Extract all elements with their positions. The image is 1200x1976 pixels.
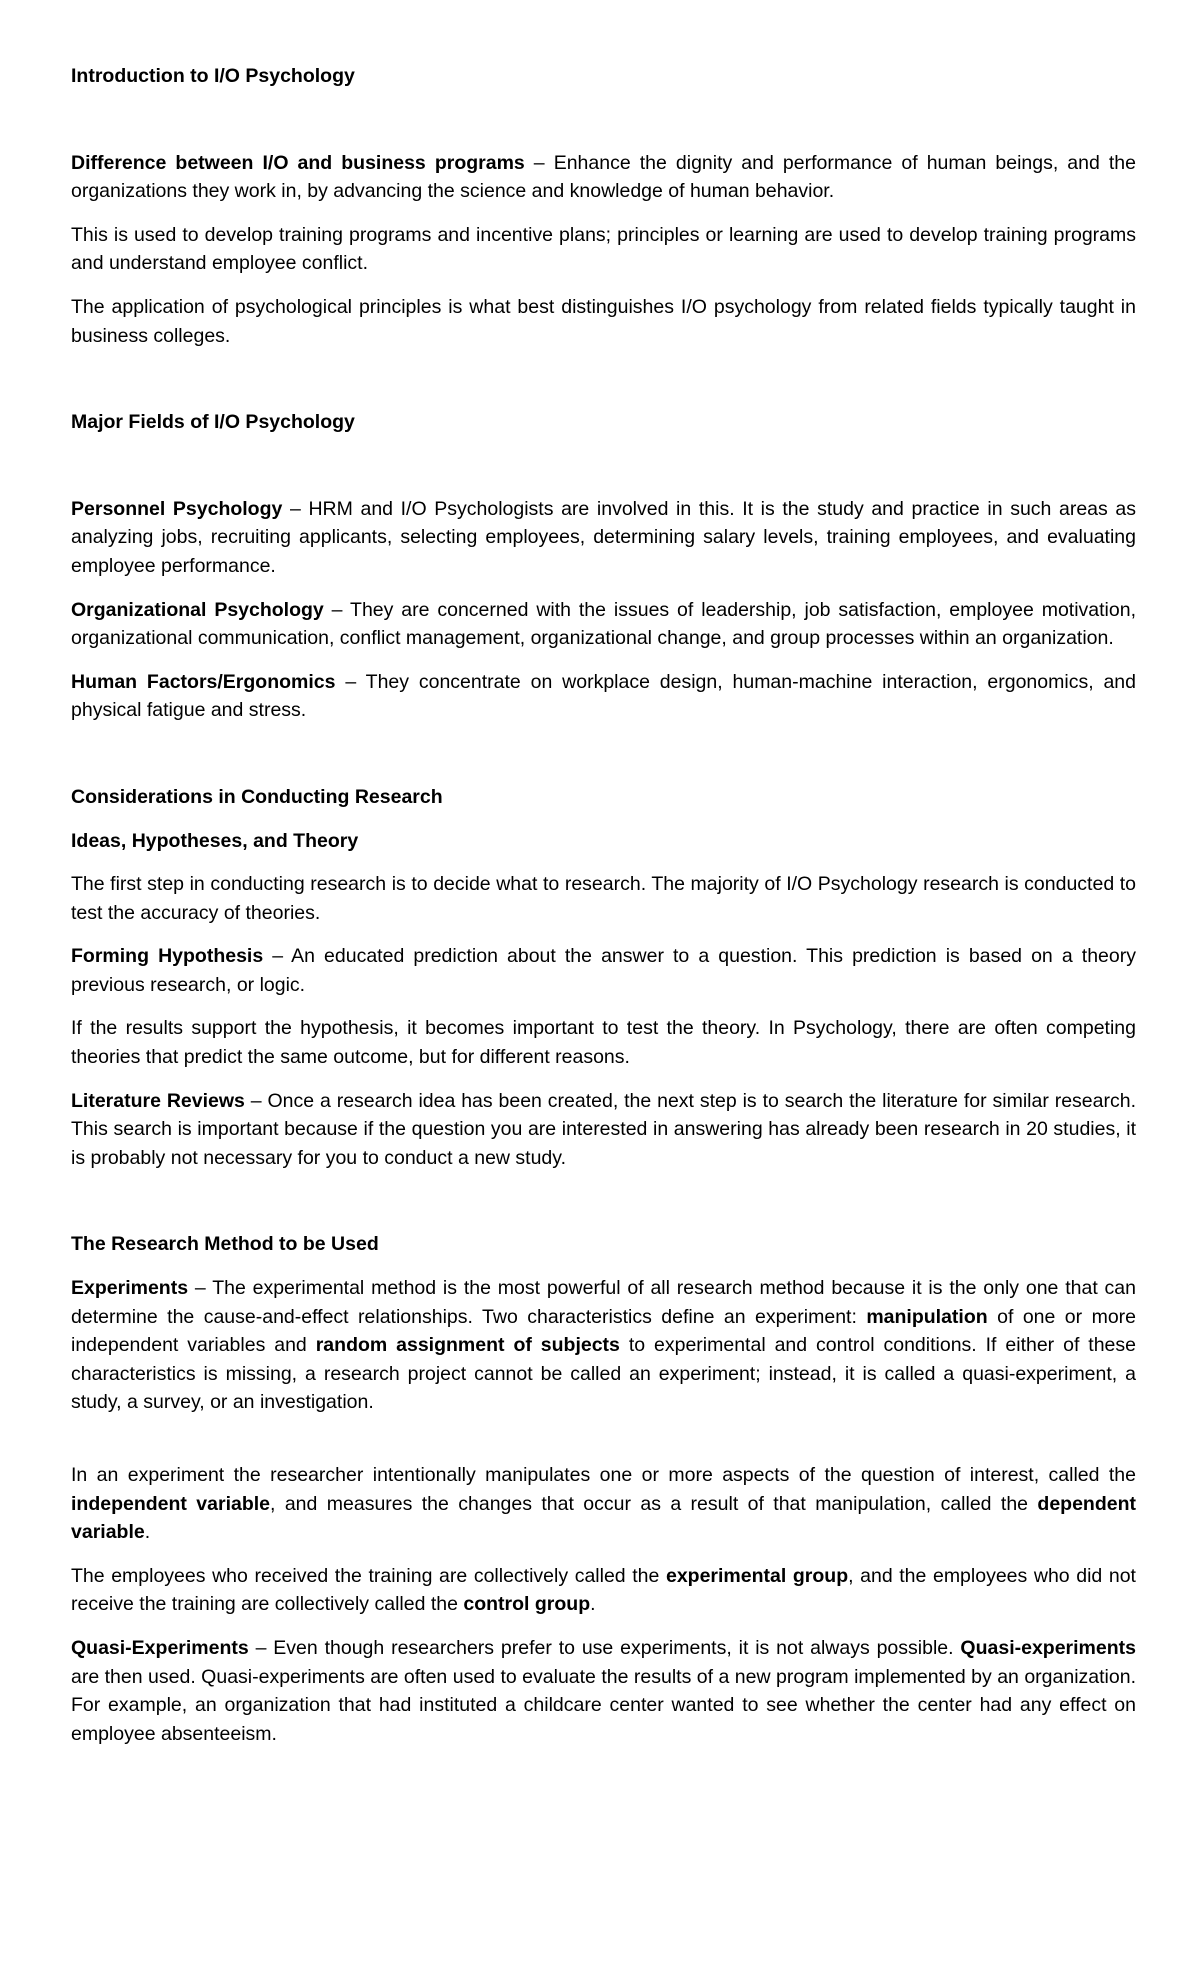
- term-control-group: control group: [463, 1593, 591, 1616]
- term-organizational: Organizational Psychology: [71, 598, 324, 621]
- term-independent-variable: independent variable: [71, 1492, 271, 1515]
- term-manipulation: manipulation: [866, 1305, 988, 1328]
- term-quasi-experiments: Quasi-Experiments: [71, 1636, 249, 1659]
- paragraph-text: – They are concerned with the issues of leadership, job satisfaction, employee motivation, organizational communication, conflict management, organizational change, and group processes within an organization.: [71, 598, 1136, 650]
- paragraph-text: are then used. Quasi-experiments are often used to evaluate the results of a new program implemented by an organization. For example, an organization that had instituted a childcare center wanted to see whether the center had any effect on employee absenteeism.: [71, 1665, 1136, 1745]
- paragraph-text: – Even though researchers prefer to use experiments, it is not always possible.: [248, 1636, 961, 1659]
- paragraph-text: .: [590, 1593, 596, 1616]
- paragraph-training-programs: This is used to develop training programs and incentive plans; principles or learning are used to develop training programs and understand employee conflict.: [71, 223, 1136, 275]
- paragraph-io-vs-business: [71, 149, 1136, 206]
- paragraph-text: .: [144, 1521, 151, 1544]
- section-heading-research-method: The Research Method to be Used: [71, 1233, 379, 1256]
- section-heading-considerations: Considerations in Conducting Research: [71, 785, 443, 808]
- paragraph-results-support: If the results support the hypothesis, it becomes important to test the theory. In Psychology, there are often competing theories that predict the same outcome, but for different reasons.: [71, 1017, 1136, 1069]
- paragraph-experiments: [71, 1274, 1136, 1417]
- term-forming-hypothesis: Forming Hypothesis: [71, 945, 264, 968]
- paragraph-groups: [71, 1562, 1136, 1619]
- paragraph-text: – An educated prediction about the answer to a question. This prediction is based on a theory previous research, or logic.: [71, 945, 1136, 996]
- paragraph-text: , and the employees who did not receive the training are collectively called the: [71, 1564, 1136, 1616]
- subheading-ideas-hypotheses: Ideas, Hypotheses, and Theory: [71, 829, 359, 852]
- paragraph-text: of one or more independent variables and: [71, 1305, 1137, 1357]
- paragraph-forming-hypothesis: [71, 942, 1136, 999]
- document-title: Introduction to I/O Psychology: [71, 65, 355, 87]
- paragraph-text: – Once a research idea has been created, the next step is to search the literature for similar research. This search is important because if the question you are interested in answering has already been research in 20 studies, it is probably not necessary for you to conduct a new study.: [71, 1089, 1136, 1169]
- term-difference: Difference between I/O and business programs: [71, 151, 525, 174]
- paragraph-personnel-psychology: [71, 495, 1136, 581]
- term-experimental-group: experimental group: [665, 1564, 849, 1587]
- paragraph-organizational-psychology: [71, 596, 1136, 653]
- paragraph-text: – They concentrate on workplace design, human-machine interaction, ergonomics, and physical fatigue and stress.: [71, 670, 1136, 722]
- paragraph-first-step: The first step in conducting research is to decide what to research. The majority of I/O Psychology research is conducted to test the accuracy of theories.: [71, 873, 1136, 924]
- term-experiments: Experiments: [71, 1277, 189, 1300]
- paragraph-text: – HRM and I/O Psychologists are involved in this. It is the study and practice in such areas as analyzing jobs, recruiting applicants, selecting employees, determining salary levels, training employees, and evaluating employee performance.: [71, 497, 1136, 577]
- paragraph-literature-reviews: [71, 1087, 1136, 1173]
- paragraph-text: – The experimental method is the most powerful of all research method because it is the only one that can determine the cause-and-effect relationships. Two characteristics define an experiment:: [71, 1277, 1136, 1328]
- term-quasi-experiments-inline: Quasi-experiments: [960, 1636, 1136, 1659]
- paragraph-text: to experimental and control conditions. If either of these characteristics is missing, a research project cannot be called an experiment; instead, it is called a quasi-experiment, a study, a survey, or an investigation.: [71, 1334, 1136, 1414]
- paragraph-human-factors: [71, 668, 1136, 725]
- paragraph-application-principles: The application of psychological principles is what best distinguishes I/O psychology from related fields typically taught in business colleges.: [71, 295, 1136, 347]
- term-dependent-variable: dependent variable: [71, 1492, 1136, 1544]
- term-literature-reviews: Literature Reviews: [71, 1089, 245, 1112]
- section-heading-major-fields: Major Fields of I/O Psychology: [71, 411, 355, 434]
- paragraph-quasi-experiments: [71, 1634, 1136, 1748]
- paragraph-text: The employees who received the training are collectively called the: [71, 1564, 666, 1587]
- paragraph-experiment-variables: [71, 1461, 1136, 1547]
- term-random-assignment: random assignment of subjects: [315, 1334, 620, 1357]
- term-human-factors: Human Factors/Ergonomics: [71, 670, 336, 693]
- paragraph-text: , and measures the changes that occur as a result of that manipulation, called the: [270, 1492, 1038, 1515]
- term-personnel: Personnel Psychology: [71, 497, 283, 520]
- document-page: [71, 62, 1136, 1748]
- paragraph-text: – Enhance the dignity and performance of human beings, and the organizations they work in, by advancing the science and knowledge of human behavior.: [71, 151, 1136, 203]
- paragraph-text: In an experiment the researcher intentionally manipulates one or more aspects of the question of interest, called the: [71, 1464, 1136, 1486]
